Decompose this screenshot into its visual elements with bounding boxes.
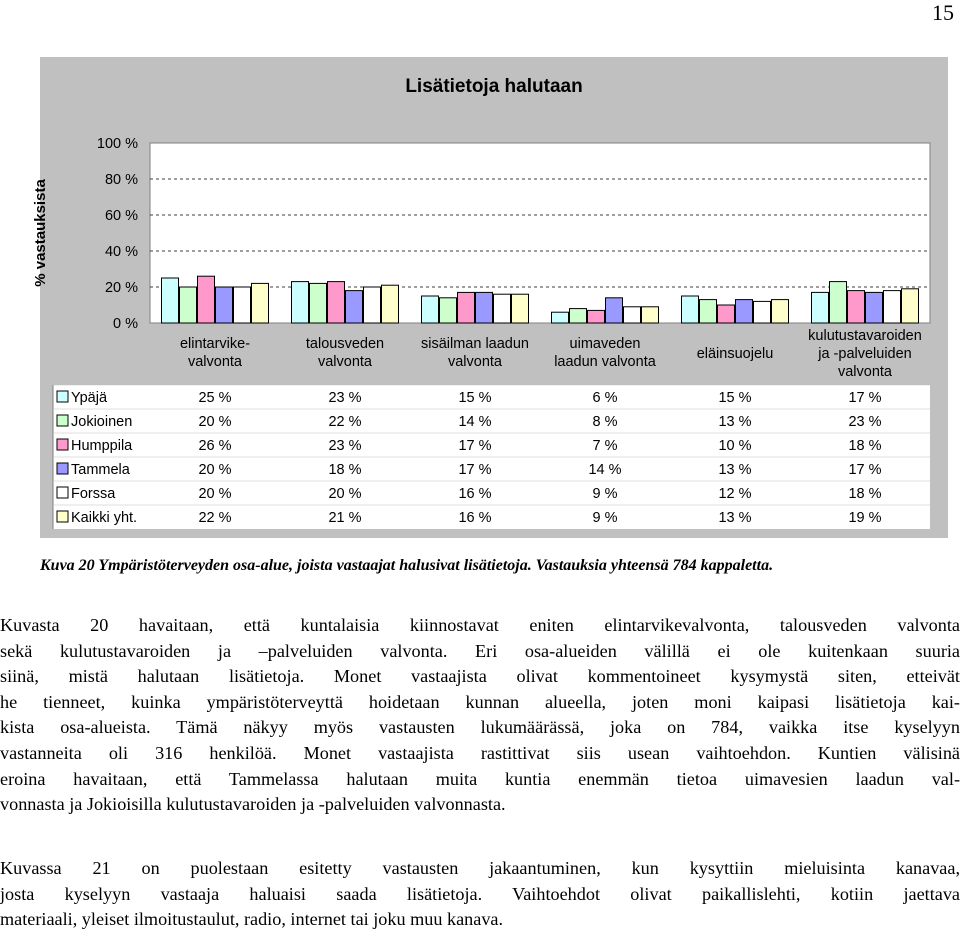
y-axis-label: % vastauksista [32,179,49,287]
text-line: vonnasta ja Jokioisilla kulutustavaroiden ja -palveluiden valvonnasta. [0,794,506,815]
text-line: vastanneita oli 316 henkilöä. Monet vastaajista rastittivat siis usean vaihtoehdon. Kuntien välisinä [0,742,960,763]
y-tick-label: 100 % [96,136,138,152]
text-line: sekä kulutustavaroiden ja –palveluiden valvonta. Eri osa-alueiden välillä ei ole kuitenkaan suuria [0,640,960,661]
data-label: 20 % [198,414,232,430]
text-line: materiaali, yleiset ilmoitustaulut, radio, internet tai joku muu kanava. [0,909,504,930]
data-label: 17 % [458,462,492,478]
data-label: 22 % [198,510,232,526]
x-tick-label: laadun valvonta [554,354,656,370]
text-line: kista osa-alueista. Tämä näkyy myös vastausten lukumäärässä, joka on 784, vaikka itse kyselyyn [0,717,960,738]
data-label: 20 % [198,486,232,502]
bar [328,282,345,323]
bar [682,296,699,323]
bar-chart [32,57,948,538]
legend-label: Jokioinen [71,414,133,430]
legend-swatch [57,415,68,426]
y-tick-label: 80 % [104,172,138,188]
bar [754,301,771,323]
data-label: 9 % [592,510,618,526]
x-tick-label: sisäilman laadun [420,336,530,352]
y-tick-label: 20 % [104,280,138,296]
data-label: 20 % [198,462,232,478]
bar [382,285,399,323]
bar [718,305,735,323]
bar [588,310,605,323]
bar [772,300,789,323]
data-label: 12 % [718,486,752,502]
text-line: Kuvasta 20 havaitaan, että kuntalaisia kiinnostavat eniten elintarvikevalvonta, talousveden valvonta [0,615,960,635]
data-label: 17 % [848,462,882,478]
bar [162,278,179,323]
x-tick-label: valvonta [447,354,503,370]
data-label: 17 % [848,390,882,406]
data-label: 8 % [592,414,618,430]
data-label: 25 % [198,390,232,406]
bar [700,300,717,323]
bar [494,294,511,323]
data-label: 15 % [718,390,752,406]
x-tick-label: valvonta [187,354,243,370]
x-tick-label: talousveden [305,336,385,352]
legend-label: Ypäjä [71,390,108,406]
bar [234,287,251,323]
bar [830,282,847,323]
data-label: 21 % [328,510,362,526]
data-label: 14 % [588,462,622,478]
bar [364,287,381,323]
x-tick-label: valvonta [837,364,893,380]
figure-caption: Kuva 20 Ympäristöterveyden osa-alue, joista vastaajat halusivat lisätietoja. Vastauksia yhteensä 784 kappaletta. [40,557,774,574]
bar [422,296,439,323]
data-label: 23 % [328,438,362,454]
data-label: 17 % [458,438,492,454]
bar [624,307,641,323]
legend-label: Forssa [71,486,116,502]
data-label: 16 % [458,486,492,502]
bar [884,291,901,323]
legend-swatch [57,439,68,450]
data-label: 6 % [592,390,618,406]
paragraph-1 [0,613,960,818]
text-line: josta kyselyyn vastaaja haluaisi saada lisätietoja. Vaihtoehdot olivat paikallislehti, kotiin jaettava [0,883,960,904]
data-label: 15 % [458,390,492,406]
y-tick-label: 60 % [104,208,138,224]
bar [346,291,363,323]
bar [292,282,309,323]
bar [180,287,197,323]
text-line: Kuvassa 21 on puolestaan esitetty vastausten jakaantuminen, kun kysyttiin mieluisinta kanavaa, [0,858,960,878]
x-tick-label: kulutustavaroiden [808,328,922,344]
data-label: 14 % [458,414,492,430]
legend-label: Kaikki yht. [71,510,138,526]
chart-panel [32,57,948,538]
legend-swatch [57,463,68,474]
x-tick-label: elintarvike- [179,336,251,352]
bar [902,289,919,323]
data-label: 7 % [592,438,618,454]
data-label: 13 % [718,510,752,526]
text-line: siinä, mistä halutaan lisätietoja. Monet vastaajista olivat kommentoineet kysymystä siten, etteivät [0,666,960,687]
bar [848,291,865,323]
x-tick-label: uimaveden [569,336,641,352]
bar [642,307,659,323]
chart-title: Lisätietoja halutaan [405,76,583,97]
bar [476,292,493,323]
bar [198,276,215,323]
data-label: 26 % [198,438,232,454]
bar [606,298,623,323]
data-label: 18 % [328,462,362,478]
data-label: 13 % [718,462,752,478]
legend-swatch [57,511,68,522]
paragraph-2 [0,856,960,933]
data-label: 23 % [848,414,882,430]
x-tick-label: eläinsuojelu [696,346,774,362]
bar [310,283,327,323]
legend-label: Humppila [71,438,133,454]
text-line: he tienneet, kuinka ympäristöterveyttä hoidetaan kunnan alueella, joten moni kaipasi lisätietoja kai- [0,691,960,712]
data-label: 23 % [328,390,362,406]
legend-label: Tammela [71,462,130,478]
bar [812,292,829,323]
page-number: 15 [932,0,954,25]
data-label: 18 % [848,438,882,454]
legend-swatch [57,391,68,402]
text-line: eroina havaitaan, että Tammelassa halutaan muita kuntia enemmän tietoa uimavesien laadun val- [0,768,960,789]
bar [552,312,569,323]
bar [570,309,587,323]
data-label: 19 % [848,510,882,526]
bar [512,294,529,323]
legend-swatch [57,487,68,498]
data-label: 16 % [458,510,492,526]
bar [458,292,475,323]
bar [440,298,457,323]
bar [216,287,233,323]
data-label: 13 % [718,414,752,430]
data-label: 18 % [848,486,882,502]
data-label: 22 % [328,414,362,430]
bar [736,300,753,323]
data-label: 10 % [718,438,752,454]
x-tick-label: valvonta [317,354,373,370]
data-label: 9 % [592,486,618,502]
y-tick-label: 40 % [104,244,138,260]
data-label: 20 % [328,486,362,502]
x-tick-label: ja -palveluiden [818,346,912,362]
bar [252,283,269,323]
y-tick-label: 0 % [113,316,138,332]
bar [866,292,883,323]
